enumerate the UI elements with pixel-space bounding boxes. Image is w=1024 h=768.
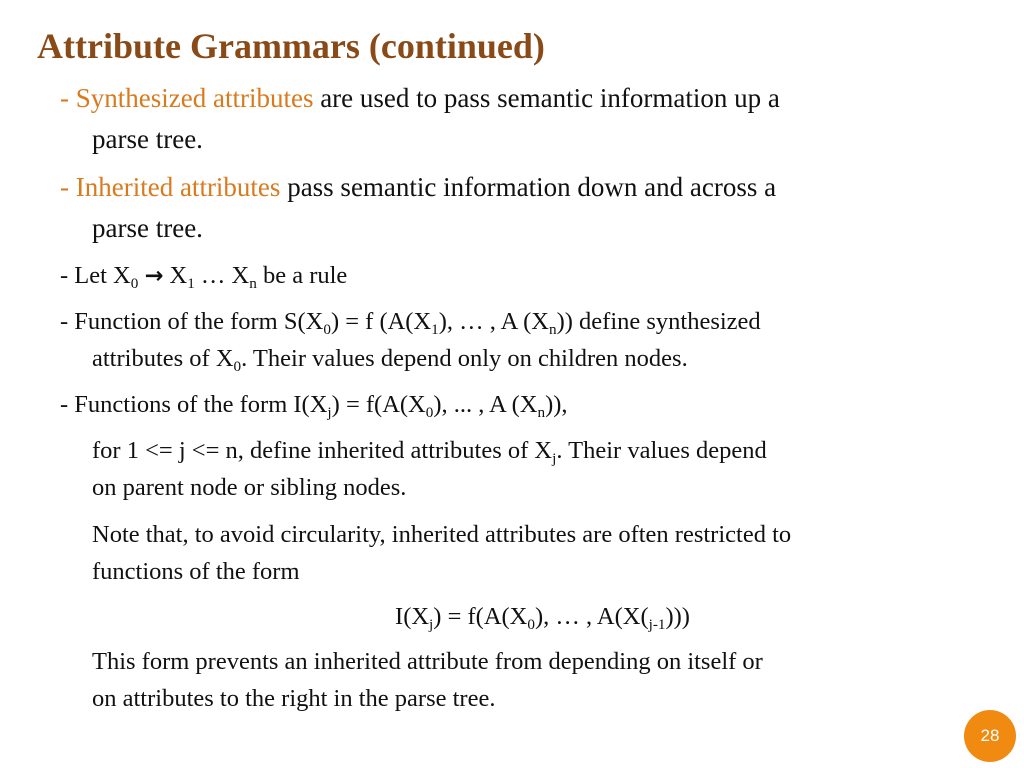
bullet-continuation: parse tree. <box>92 124 203 154</box>
page-number-badge: 28 <box>964 710 1016 762</box>
note-paragraph <box>60 516 1022 590</box>
line: functions of the form <box>92 558 300 585</box>
text-run: ), ... , A (X <box>433 391 538 418</box>
text-run: ) = f(A(X <box>433 603 528 630</box>
text-run: X <box>163 262 188 289</box>
text-run: - Functions of the form I(X <box>60 391 328 418</box>
line <box>60 303 990 340</box>
term-inherited: Inherited attributes <box>75 172 281 202</box>
subscript: j <box>552 449 557 467</box>
bullet-text: are used to pass semantic information up a <box>313 83 780 113</box>
text-run: for 1 <= j <= n, define inherited attributes of X <box>92 437 553 464</box>
text-run: . Their values depend <box>556 437 767 464</box>
bullet-function-synthesized <box>60 303 990 377</box>
slide-title: Attribute Grammars (continued) <box>37 26 545 66</box>
line: This form prevents an inherited attribute from depending on itself or <box>92 648 763 675</box>
subscript: n <box>537 403 546 421</box>
subscript: 0 <box>527 615 535 633</box>
subscript: j <box>429 615 434 633</box>
text-run: be a rule <box>256 262 348 289</box>
bullet-inherited <box>60 167 990 249</box>
subscript: 0 <box>425 403 434 421</box>
subscript: j-1 <box>648 615 666 633</box>
text-run: I(X <box>395 603 430 630</box>
bullet-rule <box>60 257 990 295</box>
subscript: j <box>327 403 332 421</box>
text-run: ), … , A (X <box>438 308 549 335</box>
right-arrow-icon: → <box>144 263 164 289</box>
text-run: ) = f (A(X <box>330 308 432 335</box>
formula <box>0 598 1024 635</box>
line <box>60 340 990 377</box>
text-run: )), <box>545 391 568 418</box>
subscript: 1 <box>431 320 439 338</box>
text-run: ), … , A(X( <box>534 603 649 630</box>
text-run: ))) <box>665 603 690 630</box>
bullet-text: pass semantic information down and across a <box>280 172 777 202</box>
line: on parent node or sibling nodes. <box>92 474 407 501</box>
line: on attributes to the right in the parse tree. <box>92 685 496 712</box>
subscript: 0 <box>233 357 242 375</box>
subscript: 0 <box>130 274 139 292</box>
line: Note that, to avoid circularity, inherited attributes are often restricted to <box>92 521 792 548</box>
text-run: - Let X <box>60 262 131 289</box>
text-run: attributes of X <box>92 345 234 372</box>
text-run: … X <box>194 262 250 289</box>
text-run: . Their values depend only on children nodes. <box>241 345 688 372</box>
text-run: - Function of the form S(X <box>60 308 324 335</box>
prevents-paragraph <box>60 643 1022 717</box>
subscript: 1 <box>187 274 195 292</box>
subscript: 0 <box>323 320 331 338</box>
text-run: )) define synthesized <box>556 308 761 335</box>
subscript: n <box>249 274 257 292</box>
term-synthesized: Synthesized attributes <box>75 83 314 113</box>
text-run: ) = f(A(X <box>331 391 426 418</box>
bullet-dash: - <box>60 172 76 202</box>
bullet-function-inherited <box>60 386 990 423</box>
subscript: n <box>549 320 557 338</box>
line <box>92 432 1022 469</box>
for-clause <box>60 432 1022 506</box>
bullet-synthesized <box>60 78 990 160</box>
bullet-dash: - <box>60 83 76 113</box>
bullet-continuation: parse tree. <box>92 213 203 243</box>
